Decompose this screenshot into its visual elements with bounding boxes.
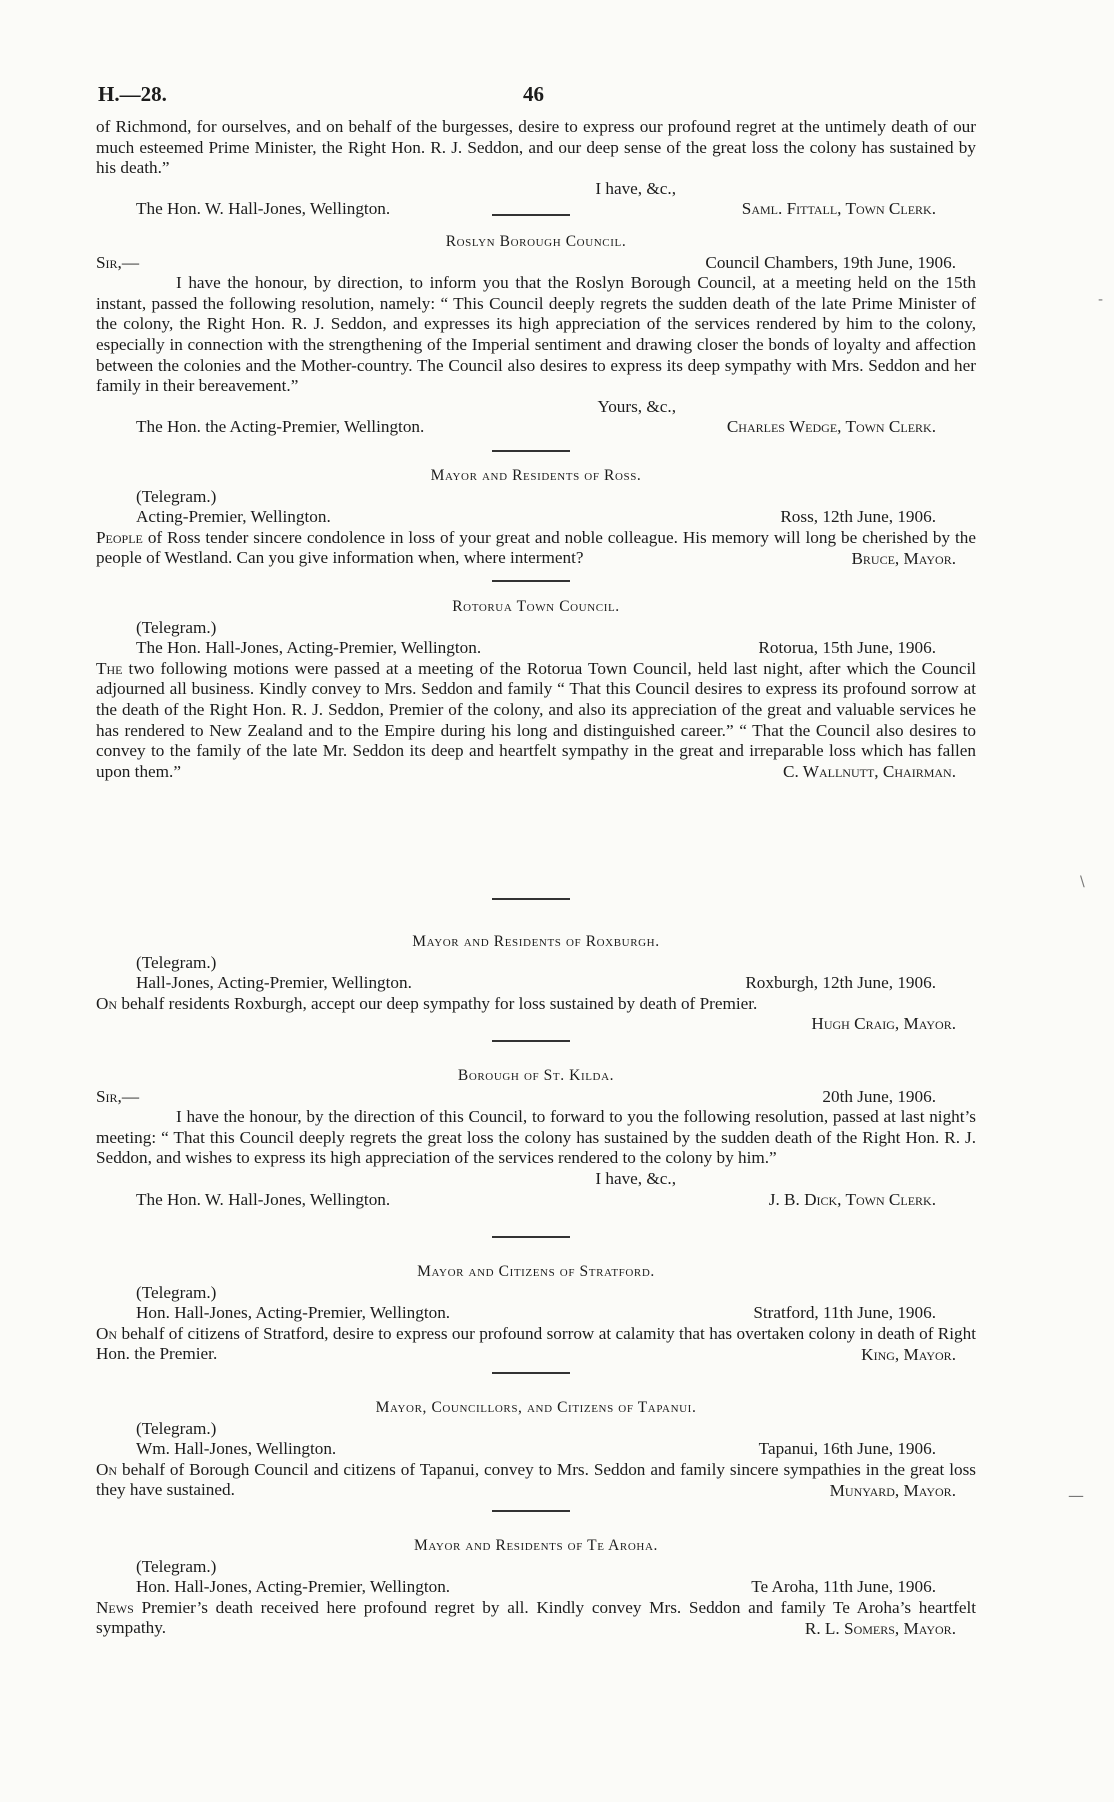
richmond-letter bbox=[96, 117, 976, 220]
address-signature-row bbox=[96, 1190, 976, 1211]
margin-mark: — bbox=[1068, 1486, 1084, 1505]
section-divider bbox=[492, 1236, 570, 1238]
signature: Saml. Fittall, Town Clerk. bbox=[741, 199, 936, 219]
signature: R. L. Somers, Mayor. bbox=[804, 1618, 956, 1638]
telegram-body bbox=[96, 994, 976, 1015]
place-date: Roxburgh, 12th June, 1906. bbox=[745, 973, 936, 993]
letter-body: I have the honour, by direction, to inform you that the Roslyn Borough Council, at a meeting held on the 15th instant, passed the following resolution, namely: “ This Council deeply regrets the sudden death of the late Prime Minister of the colony, the Right Hon. R. J. Seddon, and expresses its high appreciation of the services rendered by him to the colony, especially in connection with the strengthening of the Imperial sentiment and drawing closer the bonds of loyalty and affection between the colonies and the Mother-country. The Council also desires to express its deep sympathy with Mrs. Seddon and her family in their bereavement.” bbox=[96, 273, 976, 396]
section-divider bbox=[492, 450, 570, 452]
section-title: Mayor, Councillors, and Citizens of Tapanui. bbox=[375, 1399, 697, 1416]
telegram-label: (Telegram.) bbox=[136, 1282, 217, 1302]
first-word: On bbox=[96, 1459, 118, 1479]
address-signature-row bbox=[96, 417, 976, 438]
letter-closing: I have, &c., bbox=[595, 178, 676, 198]
stratford-telegram bbox=[96, 1262, 976, 1366]
salutation: Sir,— bbox=[96, 1086, 140, 1106]
addressee: Acting-Premier, Wellington. bbox=[136, 507, 331, 527]
place-date: Tapanui, 16th June, 1906. bbox=[758, 1439, 936, 1459]
addressee: Hon. Hall-Jones, Acting-Premier, Wellington. bbox=[136, 1577, 451, 1597]
first-word: People bbox=[96, 527, 143, 547]
date: 20th June, 1906. bbox=[822, 1086, 936, 1106]
salutation-row bbox=[96, 1087, 976, 1108]
first-word: On bbox=[96, 1323, 118, 1343]
signature: J. B. Dick, Town Clerk. bbox=[768, 1189, 936, 1209]
telegram-label: (Telegram.) bbox=[136, 1418, 217, 1438]
body-text: two following motions were passed at a meeting of the Rotorua Town Council, held last night, after which the Council adjourned all business. Kindly convey to Mrs. Seddon and family “ That this Council desires to express its profound sorrow at the death of the Right Hon. R. J. Seddon, Premier of the colony, and also its appreciation of the great and valuable services he has rendered to New Zealand and to the Empire during his long and distinguished career.” “ That the Council also desires to convey to the family of the late Mr. Seddon its deep and heartfelt sympathy in the great and irreparable loss which has fallen upon them.” bbox=[96, 658, 977, 781]
address-date-row bbox=[96, 973, 976, 994]
place-date: Rotorua, 15th June, 1906. bbox=[758, 638, 936, 658]
address-date-row bbox=[96, 1577, 976, 1598]
margin-mark: - bbox=[1098, 292, 1104, 308]
section-title: Rotorua Town Council. bbox=[452, 598, 620, 615]
body-text: behalf of Borough Council and citizens of Tapanui, convey to Mrs. Seddon and family sincere sympathies in the great loss they have sustained. bbox=[96, 1459, 976, 1500]
stkilda-letter bbox=[96, 1066, 976, 1210]
signature: Hugh Craig, Mayor. bbox=[811, 1014, 956, 1034]
telegram-label: (Telegram.) bbox=[136, 486, 217, 506]
address-date-row bbox=[96, 1303, 976, 1324]
letter-body: I have the honour, by the direction of this Council, to forward to you the following resolution, passed at last night’s meeting: “ That this Council deeply regrets the great loss the colony has sustained by the sudden death of the Right Hon. R. J. Seddon, and wishes to express its high appreciation of the services rendered to the colony by him.” bbox=[96, 1107, 976, 1168]
body-text: behalf of citizens of Stratford, desire to express our profound sorrow at calamity that has overtaken colony in death of Right Hon. the Premier. bbox=[96, 1323, 977, 1364]
address-date-row bbox=[96, 638, 976, 659]
section-title: Mayor and Residents of Ross. bbox=[430, 467, 642, 484]
addressee: Hall-Jones, Acting-Premier, Wellington. bbox=[136, 973, 412, 993]
tapanui-telegram bbox=[96, 1398, 976, 1502]
salutation: Sir,— bbox=[96, 252, 140, 272]
section-title: Borough of St. Kilda. bbox=[457, 1067, 615, 1084]
signature: Munyard, Mayor. bbox=[829, 1480, 956, 1500]
tearoha-telegram bbox=[96, 1536, 976, 1640]
address-date-row bbox=[96, 1439, 976, 1460]
margin-mark: \ bbox=[1080, 874, 1085, 890]
body-text: behalf residents Roxburgh, accept our deep sympathy for loss sustained by death of Premier. bbox=[121, 993, 758, 1013]
place-date: Council Chambers, 19th June, 1906. bbox=[705, 252, 956, 272]
first-word: The bbox=[96, 658, 123, 678]
body-text: of Ross tender sincere condolence in loss of your great and noble colleague. His memory will long be cherished by the people of Westland. Can you give information when, where interment? bbox=[96, 527, 976, 568]
place-date: Te Aroha, 11th June, 1906. bbox=[751, 1577, 936, 1597]
addressee: The Hon. W. Hall-Jones, Wellington. bbox=[136, 199, 391, 219]
roslyn-letter bbox=[96, 232, 976, 438]
telegram-label: (Telegram.) bbox=[136, 1556, 217, 1576]
signature: Charles Wedge, Town Clerk. bbox=[726, 417, 936, 437]
address-signature-row bbox=[96, 199, 976, 220]
letter-body: of Richmond, for ourselves, and on behalf of the burgesses, desire to express our profound regret at the untimely death of our much esteemed Prime Minister, the Right Hon. R. J. Seddon, and our deep sense of the great loss the colony has sustained by his death.” bbox=[96, 117, 976, 178]
section-divider bbox=[492, 580, 570, 582]
signature: C. Wallnutt, Chairman. bbox=[783, 762, 956, 782]
section-divider bbox=[492, 1040, 570, 1042]
addressee: Hon. Hall-Jones, Acting-Premier, Wellington. bbox=[136, 1303, 451, 1323]
telegram-label: (Telegram.) bbox=[136, 952, 217, 972]
section-title: Roslyn Borough Council. bbox=[445, 233, 627, 250]
section-divider bbox=[492, 214, 570, 216]
page-number: 46 bbox=[523, 82, 544, 106]
roxburgh-telegram bbox=[96, 932, 976, 1035]
ross-telegram bbox=[96, 466, 976, 570]
addressee: The Hon. W. Hall-Jones, Wellington. bbox=[136, 1189, 391, 1209]
section-title: Mayor and Residents of Roxburgh. bbox=[412, 933, 660, 950]
telegram-label: (Telegram.) bbox=[136, 617, 217, 637]
letter-closing: Yours, &c., bbox=[597, 396, 676, 416]
first-word: On bbox=[96, 993, 118, 1013]
section-title: Mayor and Citizens of Stratford. bbox=[417, 1263, 655, 1280]
section-divider bbox=[492, 1372, 570, 1374]
addressee: The Hon. Hall-Jones, Acting-Premier, Wellington. bbox=[136, 638, 482, 658]
section-title: Mayor and Residents of Te Aroha. bbox=[414, 1537, 658, 1554]
section-divider bbox=[492, 898, 570, 900]
document-reference: H.—28. bbox=[98, 82, 167, 106]
signature: King, Mayor. bbox=[861, 1344, 956, 1364]
address-date-row bbox=[96, 507, 976, 528]
addressee: Wm. Hall-Jones, Wellington. bbox=[136, 1439, 337, 1459]
rotorua-telegram bbox=[96, 597, 976, 783]
addressee: The Hon. the Acting-Premier, Wellington. bbox=[136, 417, 425, 437]
letter-closing: I have, &c., bbox=[595, 1168, 676, 1188]
body-text: Premier’s death received here profound regret by all. Kindly convey Mrs. Seddon and family Te Aroha’s heartfelt sympathy. bbox=[96, 1597, 977, 1638]
place-date: Stratford, 11th June, 1906. bbox=[753, 1303, 936, 1323]
salutation-row bbox=[96, 253, 976, 274]
signature: Bruce, Mayor. bbox=[851, 548, 956, 568]
first-word: News bbox=[96, 1597, 134, 1617]
section-divider bbox=[492, 1510, 570, 1512]
place-date: Ross, 12th June, 1906. bbox=[780, 507, 936, 527]
